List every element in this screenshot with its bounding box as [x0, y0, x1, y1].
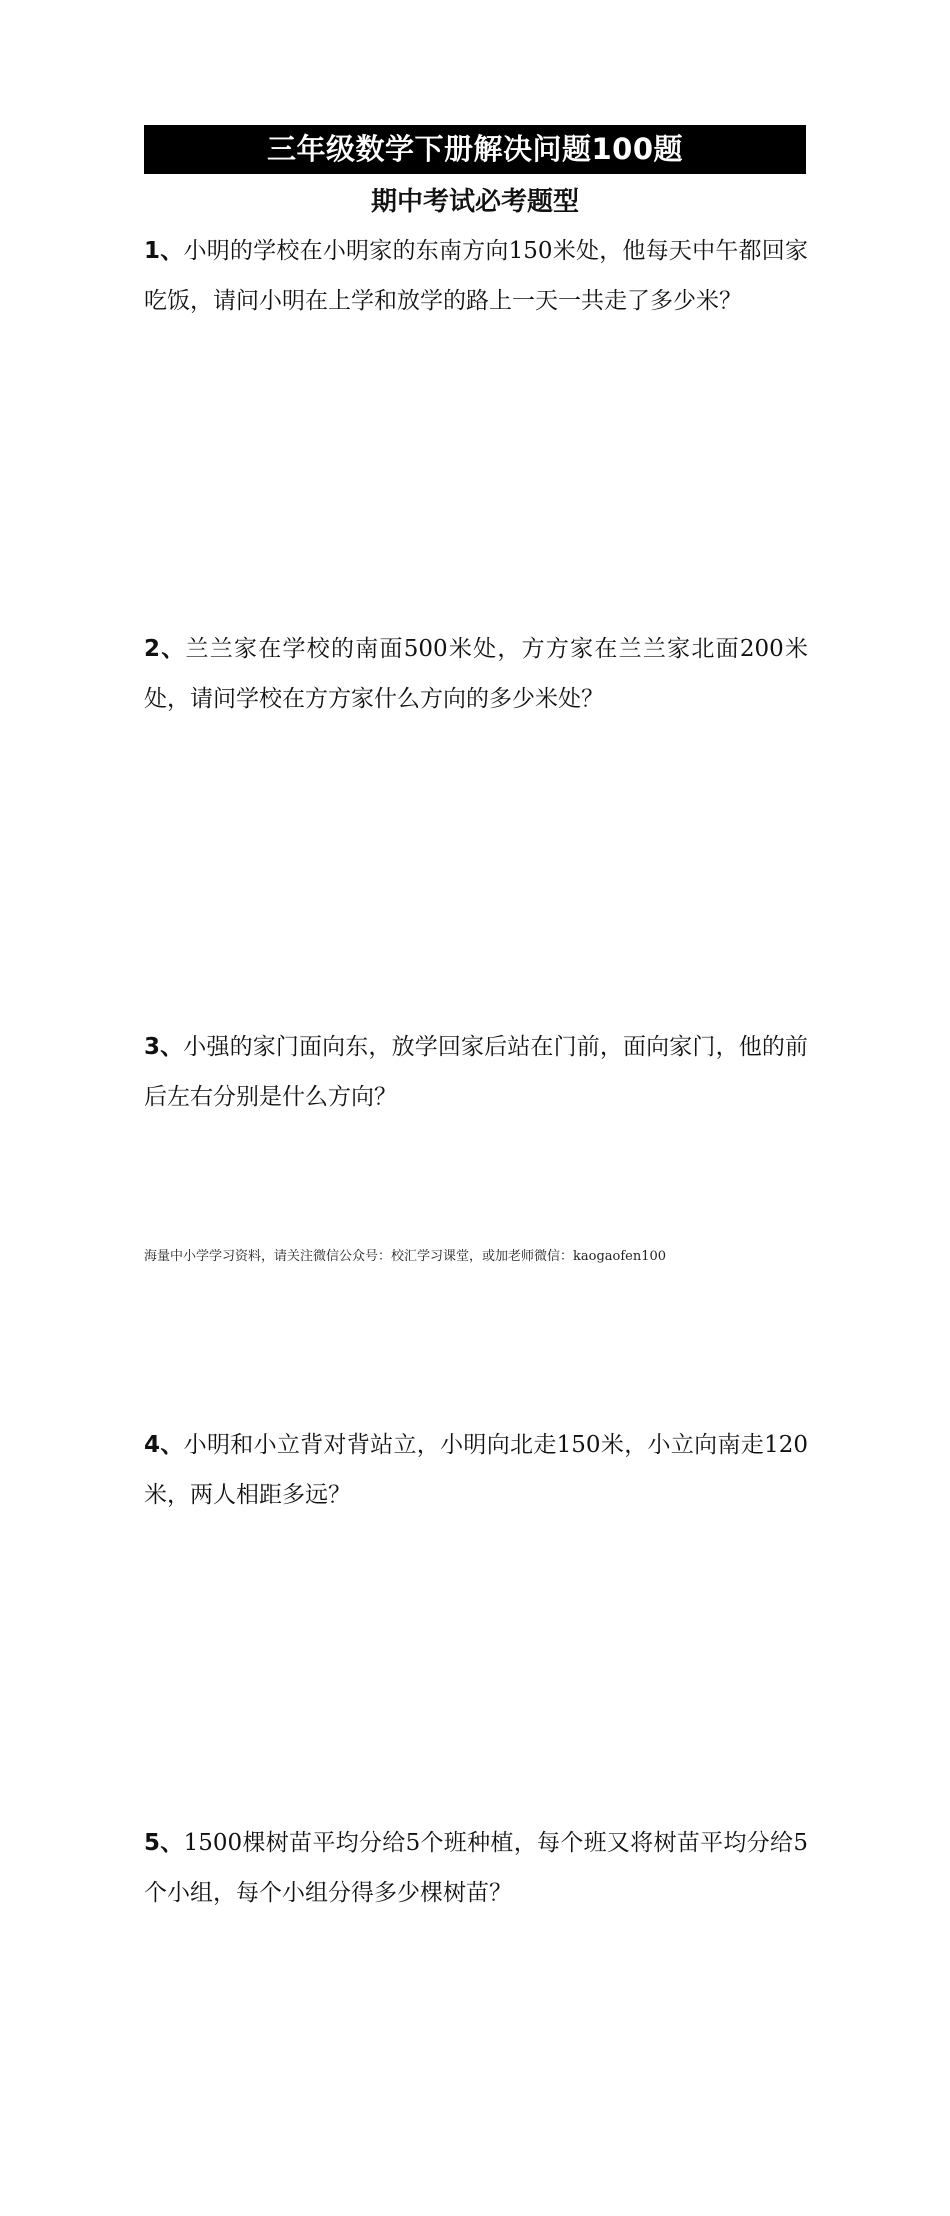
document-title: 三年级数学下册解决问题100题 [144, 125, 806, 174]
question-text: 兰兰家在学校的南面500米处，方方家在兰兰家北面200米处，请问学校在方方家什么方向的多少米处？ [144, 636, 808, 712]
page-footer: 海量中小学学习资料，请关注微信公众号：校汇学习课堂，或加老师微信：kaogaofen100 [144, 1249, 667, 1264]
question-number: 3、 [144, 1034, 184, 1060]
question-item [144, 1420, 808, 1818]
question-text: 小明的学校在小明家的东南方向150米处，他每天中午都回家吃饭，请问小明在上学和放学的路上一天一共走了多少米？ [144, 238, 808, 314]
question-number: 5、 [144, 1830, 184, 1856]
question-text: 1500棵树苗平均分给5个班种植，每个班又将树苗平均分给5个小组，每个小组分得多少棵树苗？ [144, 1830, 808, 1906]
question-list [144, 226, 808, 2216]
question-item [144, 226, 808, 624]
question-item [144, 624, 808, 1022]
question-text: 小明和小立背对背站立，小明向北走150米，小立向南走120米，两人相距多远？ [144, 1432, 808, 1508]
question-item [144, 1818, 808, 2216]
document-subtitle: 期中考试必考题型 [370, 187, 579, 217]
question-item [144, 1022, 808, 1420]
question-number: 4、 [144, 1432, 184, 1458]
question-number: 1、 [144, 238, 184, 264]
question-text: 小强的家门面向东，放学回家后站在门前，面向家门，他的前后左右分别是什么方向？ [144, 1034, 808, 1110]
question-number: 2、 [144, 636, 186, 662]
